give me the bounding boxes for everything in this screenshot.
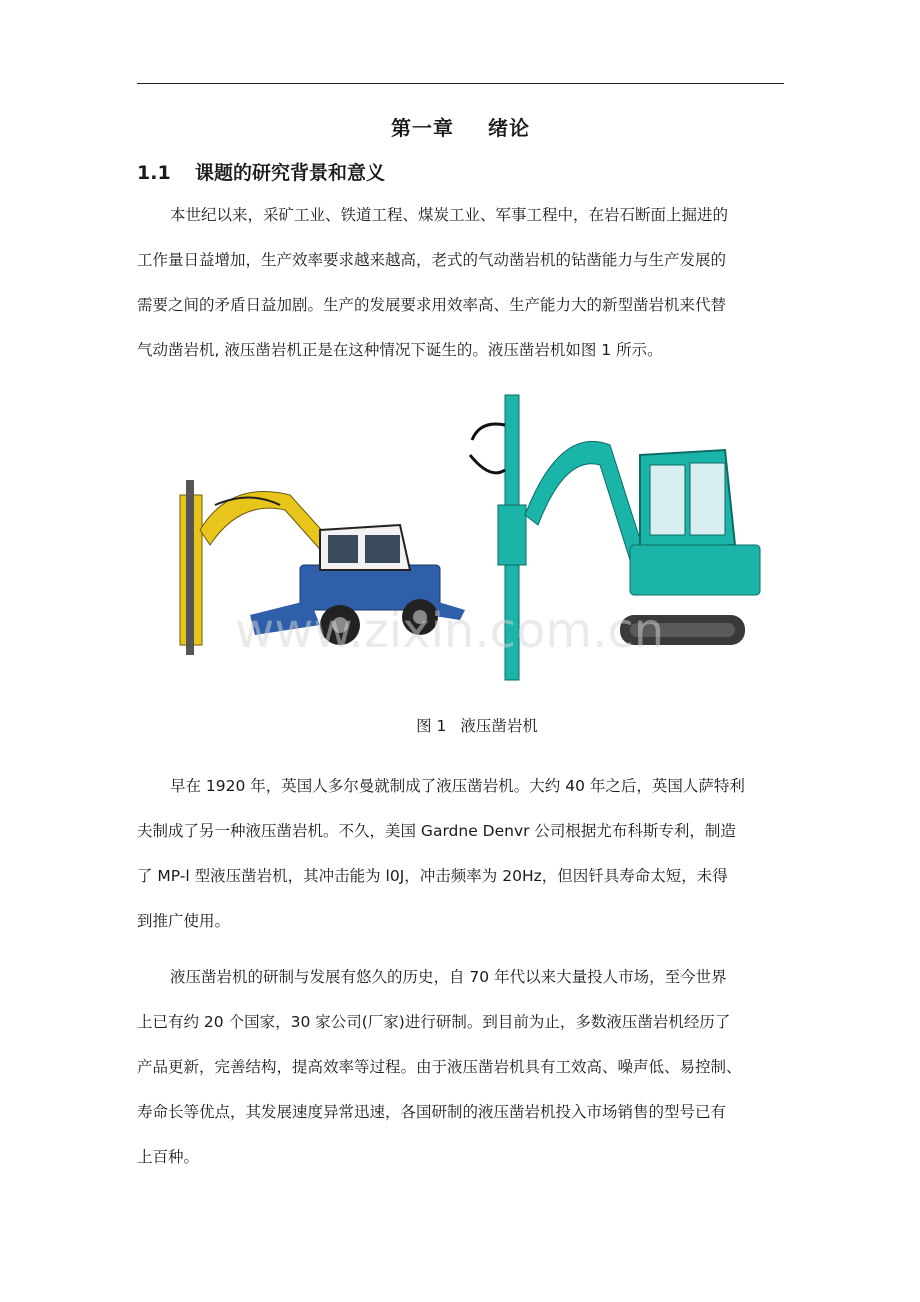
figure-number: 图 1 bbox=[416, 717, 447, 735]
paragraph-line: 工作量日益增加，生产效率要求越来越高，老式的气动凿岩机的钻凿能力与生产发展的 bbox=[137, 251, 727, 269]
paragraph-line: 气动凿岩机, 液压凿岩机正是在这种情况下诞生的。液压凿岩机如图 1 所示。 bbox=[137, 341, 663, 359]
chapter-name: 绪论 bbox=[488, 116, 530, 140]
paragraph-line: 上已有约 20 个国家，30 家公司(厂家)进行研制。到目前为止，多数液压凿岩机经历了 bbox=[137, 1013, 731, 1031]
paragraph-2 bbox=[137, 764, 787, 944]
watermark-text: www.zixin.com.cn bbox=[235, 603, 665, 659]
section-heading bbox=[137, 158, 385, 185]
figure-caption-text: 液压凿岩机 bbox=[460, 717, 538, 735]
paragraph-line: 产品更新，完善结构，提高效率等过程。由于液压凿岩机具有工效高、噪声低、易控制、 bbox=[137, 1058, 742, 1076]
paragraph-line: 寿命长等优点，其发展速度异常迅速，各国研制的液压凿岩机投入市场销售的型号已有 bbox=[137, 1103, 727, 1121]
paragraph-line: 需要之间的矛盾日益加剧。生产的发展要求用效率高、生产能力大的新型凿岩机来代替 bbox=[137, 296, 727, 314]
paragraph-line: 夫制成了另一种液压凿岩机。不久，美国 Gardne Denvr 公司根据尤布科斯专利，制造 bbox=[137, 822, 736, 840]
section-title: 课题的研究背景和意义 bbox=[195, 162, 386, 184]
paragraph-3 bbox=[137, 955, 787, 1180]
section-number: 1.1 bbox=[137, 162, 171, 184]
figure-rock-drill-photo bbox=[160, 385, 775, 690]
paragraph-line: 了 MP-l 型液压凿岩机，其冲击能为 l0J，冲击频率为 20Hz，但因钎具寿命太短，未得 bbox=[137, 867, 728, 885]
paragraph-line: 液压凿岩机的研制与发展有悠久的历史，自 70 年代以来大量投人市场，至今世界 bbox=[170, 968, 727, 986]
rock-drill-illustration bbox=[160, 385, 775, 690]
chapter-label: 第一章 bbox=[391, 116, 454, 140]
header-rule bbox=[137, 83, 784, 84]
paragraph-line: 早在 1920 年，英国人多尔曼就制成了液压凿岩机。大约 40 年之后，英国人萨特利 bbox=[170, 777, 745, 795]
figure-caption bbox=[137, 714, 817, 736]
paragraph-1 bbox=[137, 193, 787, 373]
paragraph-line: 本世纪以来，采矿工业、铁道工程、煤炭工业、军事工程中，在岩石断面上掘进的 bbox=[170, 206, 729, 224]
paragraph-line: 到推广使用。 bbox=[137, 912, 231, 930]
paragraph-line: 上百种。 bbox=[137, 1148, 200, 1166]
chapter-title bbox=[137, 112, 784, 141]
